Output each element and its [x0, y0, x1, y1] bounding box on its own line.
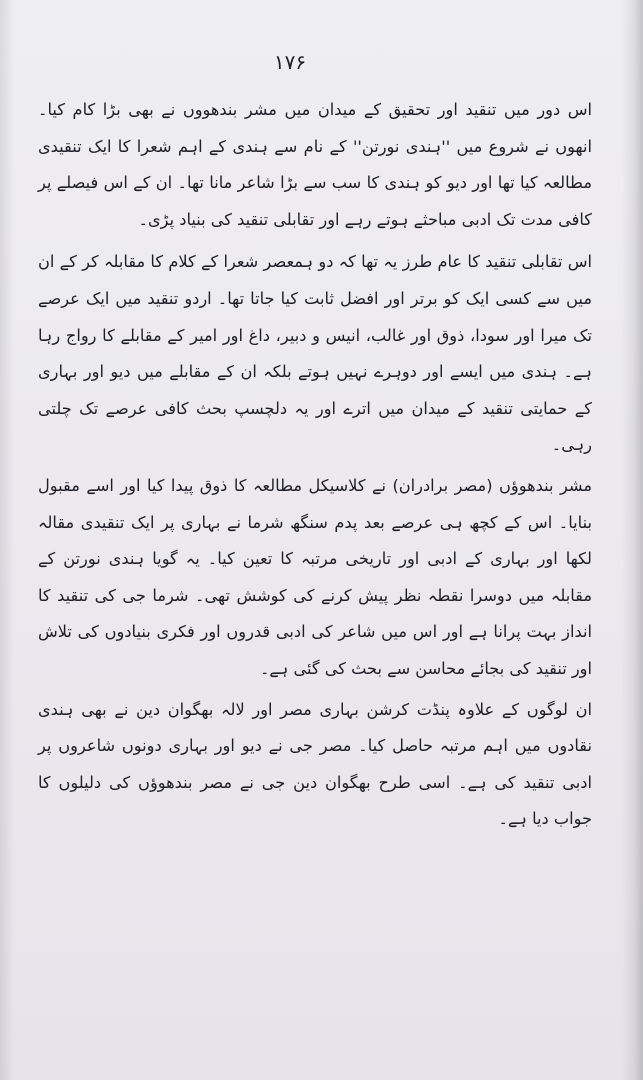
page-left-shadow: [0, 0, 14, 1080]
page-number: ۱۷۶: [273, 50, 307, 74]
page-right-edge-shadow: [621, 0, 643, 1080]
paragraph-3: مشر بندھوؤں (مصر برادران) نے کلاسیکل مطالعہ کا ذوق پیدا کیا اور اسے مقبول بنایا۔ اس کے کچھ ہی عرصے بعد پدم سنگھ شرما نے بہاری پر ایک تنقیدی مقالہ لکھا اور بہاری کے ادبی اور تاریخی مرتبہ کا تعین کیا۔ یہ گویا ہندی نورتن کے مقابلہ میں دوسرا نقطہ نظر پیش کرنے کی کوشش تھی۔ شرما جی کی تنقید کا انداز بہت پرانا ہے اور اس میں شاعر کی ادبی قدروں اور فکری بنیادوں کی تلاش اور تنقید کی بجائے محاسن سے بحث کی گئی ہے۔: [38, 475, 592, 678]
paragraph-1: اس دور میں تنقید اور تحقیق کے میدان میں مشر بندھووں نے بھی بڑا کام کیا۔ انھوں نے شروع میں ''ہندی نورتن'' کے نام سے ہندی کے اہم شعرا کا ایک تنقیدی مطالعہ کیا تھا اور دیو کو ہندی کا سب سے بڑا شاعر مانا تھا۔ ان کے اس فیصلے پر کافی مدت تک ادبی مباحثے ہوتے رہے اور تقابلی تنقید کی بنیاد پڑی۔: [38, 100, 592, 229]
body-text: [38, 92, 592, 838]
paragraph-4: ان لوگوں کے علاوہ پنڈت کرشن بہاری مصر اور لالہ بھگوان دین نے بھی ہندی نقادوں میں اہم مرتبہ حاصل کیا۔ مصر جی نے دیو اور بہاری دونوں شاعروں پر ادبی تنقید کی ہے۔ اسی طرح بھگوان دین جی نے مصر بندھوؤں کی دلیلوں کا جواب دیا ہے۔: [38, 699, 592, 829]
blank-page-area: [38, 740, 592, 1040]
paragraph-2: اس تقابلی تنقید کا عام طرز یہ تھا کہ دو ہمعصر شعرا کے کلام کا مقابلہ کر کے ان میں سے کسی ایک کو برتر اور افضل ثابت کیا جاتا تھا۔ اردو تنقید میں ایک عرصے تک میرا اور سودا، ذوق اور غالب، انیس و دبیر، داغ اور امیر کے مقابلے کا رواج رہا ہے۔ ہندی میں ایسے اور دوہرے نہیں ہوتے بلکہ ان کے مقابلے میں دیو اور بہاری کے حمایتی تنقید کے میدان میں اترے اور یہ دلچسپ بحث کافی عرصے تک چلتی رہی۔: [38, 252, 592, 455]
